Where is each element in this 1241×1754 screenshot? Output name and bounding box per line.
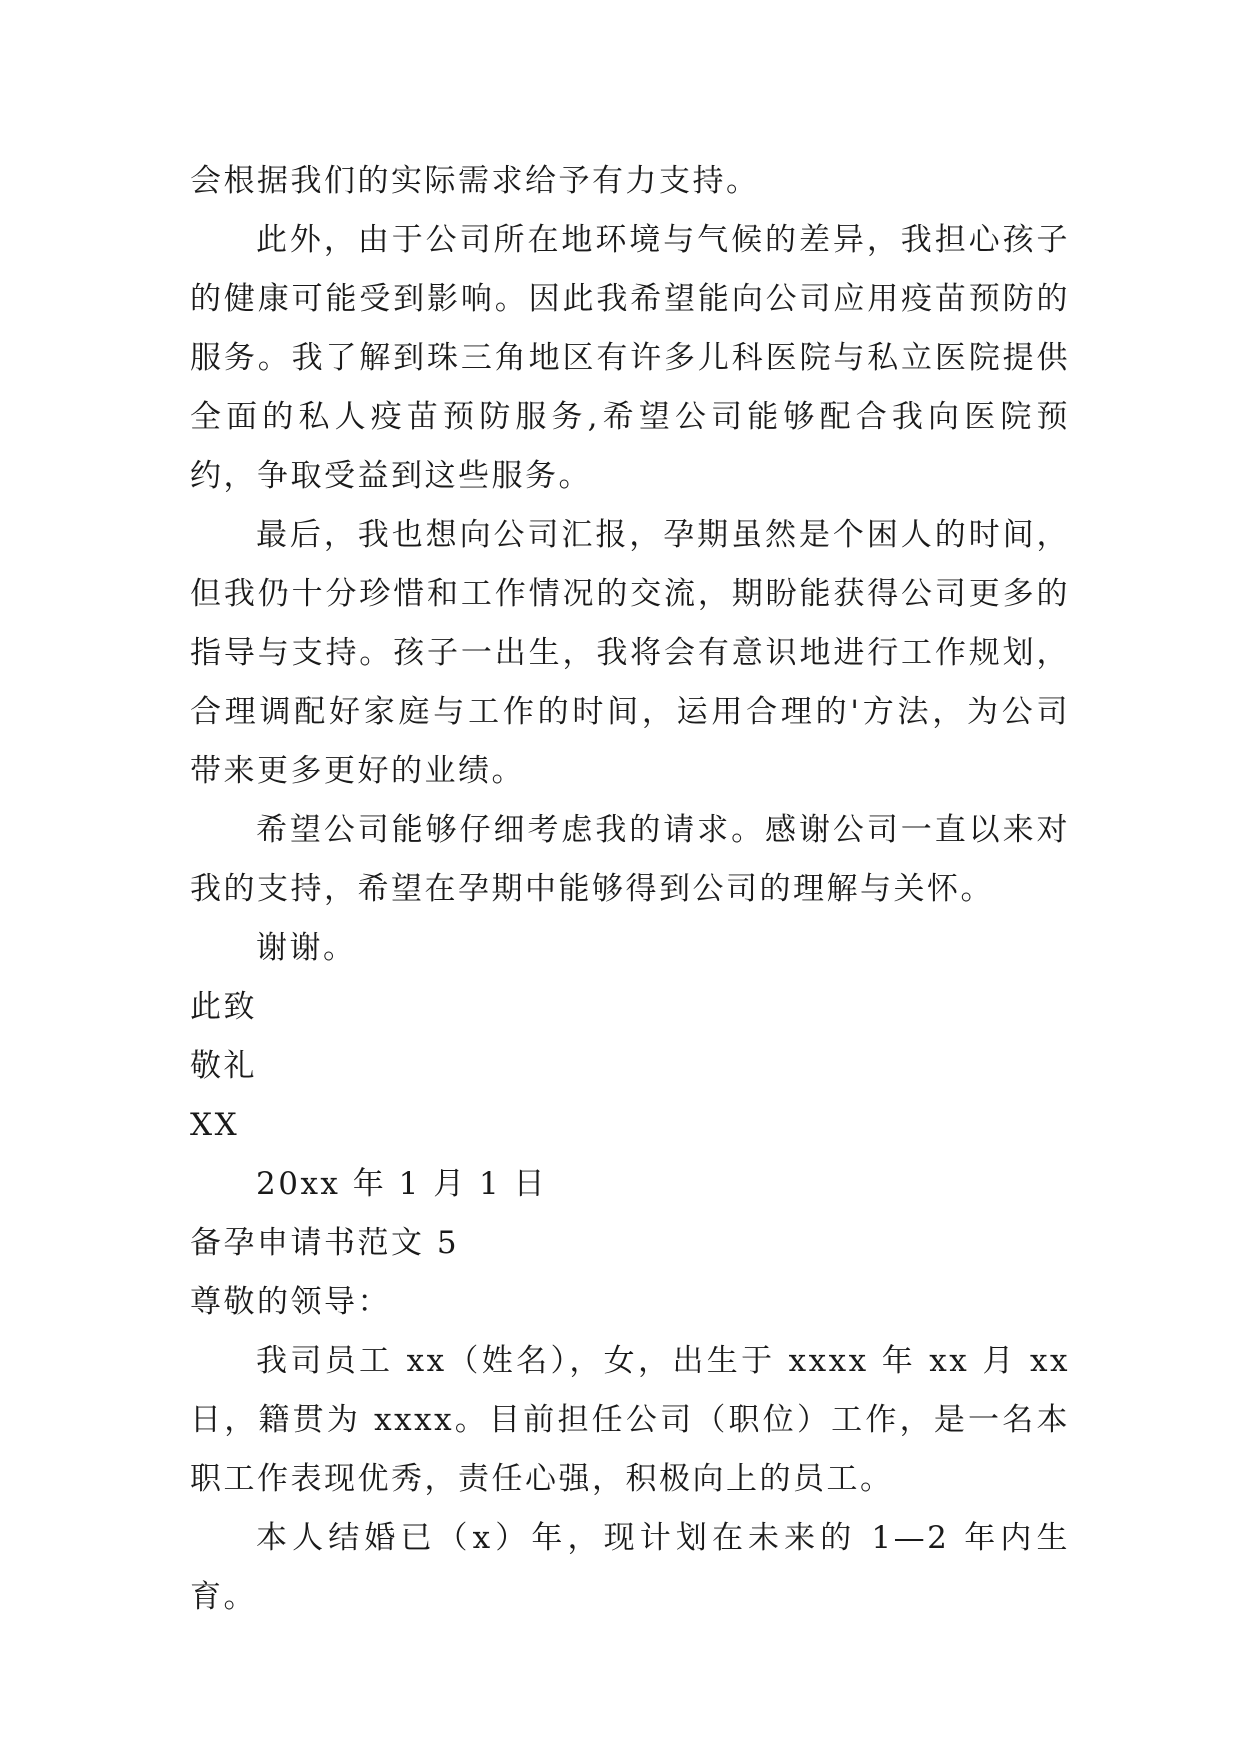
paragraph-employee-info: 我司员工 xx（姓名），女，出生于 xxxx 年 xx 月 xx 日，籍贯为 xxxx。目前担任公司（职位）工作，是一名本职工作表现优秀，责任心强，积极向上的员工。	[190, 1343, 1070, 1497]
closing-line-2: 敬礼	[190, 1048, 257, 1084]
paragraph-vaccine: 此外，由于公司所在地环境与气候的差异，我担心孩子的健康可能受到影响。因此我希望能向公司应用疫苗预防的服务。我了解到珠三角地区有许多儿科医院与私立医院提供全面的私人疫苗预防服务,希望公司能够配合我向医院预约，争取受益到这些服务。	[190, 222, 1070, 494]
salutation: 尊敬的领导：	[190, 1284, 391, 1320]
paragraph-marriage: 本人结婚已（x）年，现计划在未来的 1—2 年内生育。	[190, 1520, 1070, 1615]
thanks-line: 谢谢。	[256, 930, 357, 966]
paragraph-report: 最后，我也想向公司汇报，孕期虽然是个困人的时间，但我仍十分珍惜和工作情况的交流，期盼能获得公司更多的指导与支持。孩子一出生，我将会有意识地进行工作规划，合理调配好家庭与工作的时间，运用合理的'方法，为公司带来更多更好的业绩。	[190, 517, 1070, 789]
paragraph-request: 希望公司能够仔细考虑我的请求。感谢公司一直以来对我的支持，希望在孕期中能够得到公司的理解与关怀。	[190, 812, 1070, 907]
signature: XX	[190, 1107, 240, 1143]
closing-line-1: 此致	[190, 989, 257, 1025]
section-title: 备孕申请书范文 5	[190, 1225, 460, 1261]
document-body	[190, 152, 1070, 1627]
paragraph-continuation: 会根据我们的实际需求给予有力支持。	[190, 163, 760, 199]
date-line: 20xx 年 1 月 1 日	[256, 1166, 548, 1202]
